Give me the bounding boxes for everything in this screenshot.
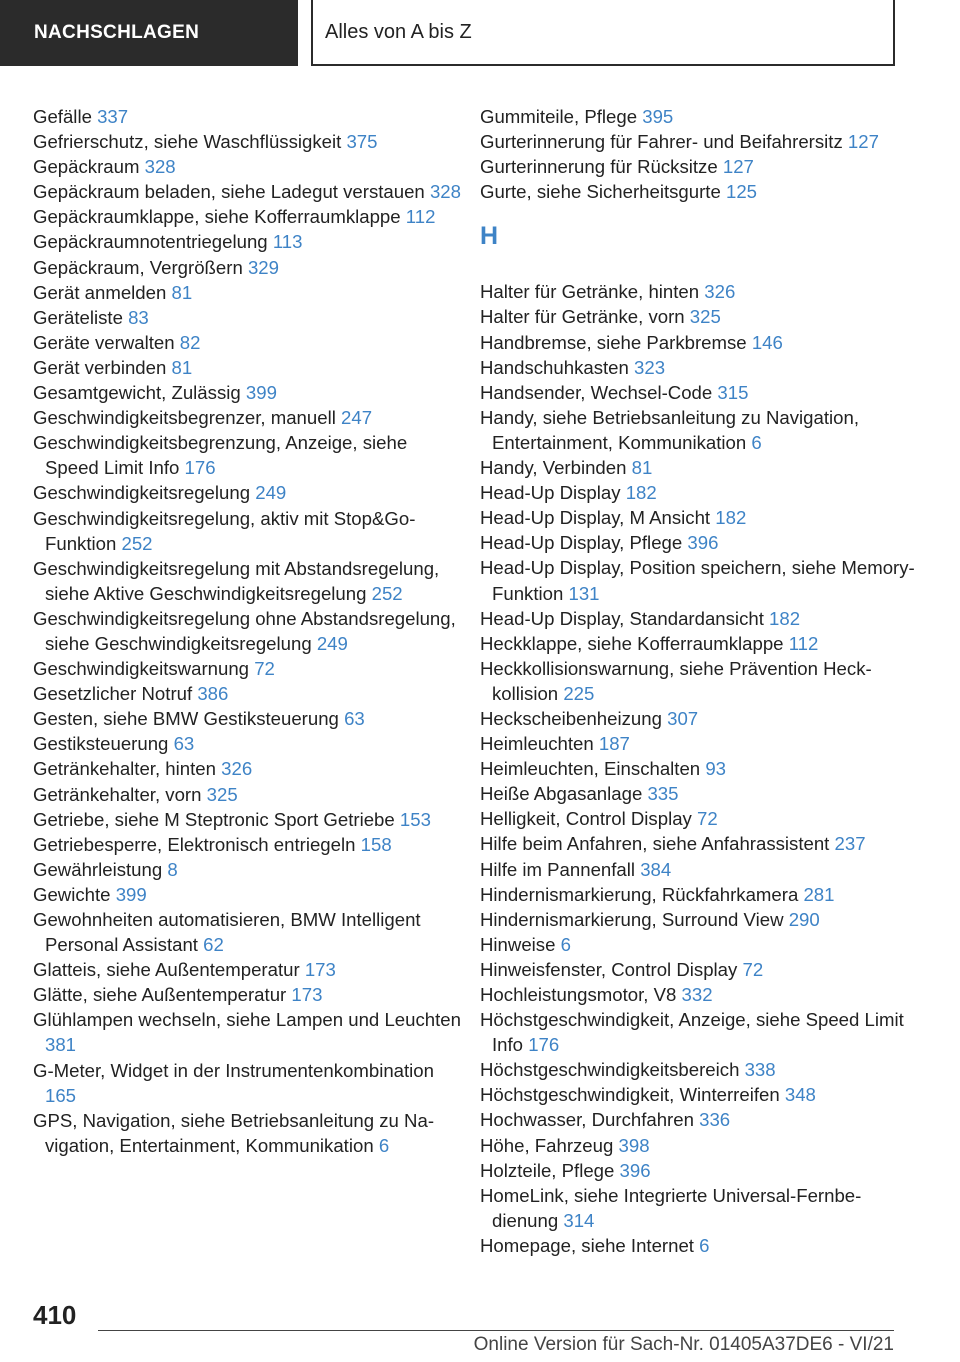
index-term: G-Meter, Widget in der Instrumentenkombination [33, 1059, 434, 1081]
page-reference-link[interactable]: 8 [167, 858, 178, 880]
index-term: Halter für Getränke, vorn [480, 306, 685, 328]
index-term: Head-Up Display, Position speichern, siehe Memory-Funktion [480, 557, 915, 604]
index-entry [480, 731, 920, 756]
index-entry [480, 104, 920, 129]
index-entry [33, 104, 463, 129]
page-reference-link[interactable]: 281 [803, 883, 835, 905]
index-entry [480, 505, 920, 530]
index-entry [480, 1158, 920, 1183]
page-reference-link[interactable]: 165 [45, 1084, 77, 1106]
page-reference-link[interactable]: 381 [45, 1034, 77, 1056]
index-term: Geschwindigkeitsregelung mit Abstandsregelung, siehe Aktive Geschwindigkeitsregelung [33, 557, 440, 604]
index-term: Gewohnheiten automatisieren, BMW Intelligent Personal Assistant [33, 909, 421, 956]
index-entry [33, 807, 463, 832]
index-column-right [480, 104, 920, 1258]
letter-heading-h: H [480, 222, 499, 251]
index-entry [33, 857, 463, 882]
index-term: Gepäckraum [33, 156, 140, 178]
page-reference-link[interactable]: 252 [371, 582, 403, 604]
index-term: Höchstgeschwindigkeit, Anzeige, siehe Speed Limit Info [480, 1009, 904, 1056]
page-reference-link[interactable]: 6 [751, 431, 762, 453]
index-entry [33, 229, 463, 254]
index-term: Handsender, Wechsel-Code [480, 381, 713, 403]
page-reference-link[interactable]: 328 [144, 156, 176, 178]
page-reference-link[interactable]: 146 [751, 331, 783, 353]
index-entry [480, 380, 920, 405]
page-reference-link[interactable]: 127 [847, 131, 879, 153]
index-term: Gurte, siehe Sicherheitsgurte [480, 181, 721, 203]
index-term: Heckklappe, siehe Kofferraumklappe [480, 632, 784, 654]
index-term: Heiße Abgasanlage [480, 783, 643, 805]
page-reference-link[interactable]: 225 [563, 682, 595, 704]
index-term: GPS, Navigation, siehe Betriebsanleitung zu Navigation, Entertainment, Kommunikation [33, 1109, 435, 1156]
page-reference-link[interactable]: 396 [619, 1159, 651, 1181]
index-term: Handbremse, siehe Parkbremse [480, 331, 747, 353]
index-entry [480, 957, 920, 982]
index-term: Heckscheibenheizung [480, 707, 662, 729]
index-term: Gerät verbinden [33, 356, 167, 378]
index-entry [33, 129, 463, 154]
index-term: Getriebe, siehe M Steptronic Sport Getriebe [33, 808, 395, 830]
index-entry [480, 1133, 920, 1158]
index-term: Gurterinnerung für Rücksitze [480, 156, 718, 178]
page-reference-link[interactable]: 113 [272, 231, 303, 253]
page-reference-link[interactable]: 314 [563, 1209, 595, 1231]
index-term: Geräteliste [33, 306, 123, 328]
index-entry [33, 330, 463, 355]
page-reference-link[interactable]: 307 [667, 707, 699, 729]
index-entry [480, 806, 920, 831]
index-entry [33, 656, 463, 681]
index-term: Hochleistungsmotor, V8 [480, 984, 677, 1005]
index-term: Handy, siehe Betriebsanleitung zu Navigation, Entertainment, Kommunikation [480, 406, 859, 453]
page-reference-link[interactable]: 182 [715, 507, 747, 529]
index-entry [33, 154, 463, 179]
index-entry [480, 982, 920, 1007]
page-reference-link[interactable]: 187 [598, 733, 630, 755]
page-reference-link[interactable]: 249 [316, 632, 348, 654]
index-term: Handschuhkasten [480, 356, 629, 378]
index-term: Hindernismarkierung, Surround View [480, 908, 784, 930]
index-term: Head-Up Display, Standardansicht [480, 607, 764, 629]
page-reference-link[interactable]: 63 [344, 708, 365, 730]
index-term: Holzteile, Pflege [480, 1159, 615, 1181]
page-reference-link[interactable]: 63 [173, 733, 195, 755]
page-reference-link[interactable]: 173 [291, 984, 323, 1006]
index-term: Hilfe beim Anfahren, siehe Anfahrassistent [480, 833, 830, 855]
page-reference-link[interactable]: 399 [115, 883, 147, 905]
index-term: Homepage, siehe Internet [480, 1234, 694, 1256]
index-term: Helligkeit, Control Display [480, 808, 692, 830]
index-term: Hilfe im Pannenfall [480, 858, 636, 880]
index-entry [33, 606, 463, 656]
index-term: Handy, Verbinden [480, 457, 627, 479]
index-entry [33, 280, 463, 305]
index-entry [33, 882, 463, 907]
index-term: Gepäckraumnotentriegelung [33, 231, 268, 253]
page-reference-link[interactable]: 81 [171, 356, 193, 378]
page-reference-link[interactable]: 176 [528, 1034, 560, 1056]
index-entry [33, 731, 463, 756]
index-entry [33, 430, 463, 480]
index-entry [33, 782, 463, 807]
page-reference-link[interactable]: 336 [699, 1109, 731, 1131]
index-entry [33, 1108, 463, 1158]
index-term: Gepäckraum, Vergrößern [33, 256, 243, 278]
page-reference-link[interactable]: 329 [247, 256, 279, 278]
index-entry [480, 831, 920, 856]
index-term: Geschwindigkeitsregelung ohne Abstandsregelung, siehe Geschwindigkeitsregelung [33, 607, 456, 654]
page-reference-link[interactable]: 326 [704, 281, 736, 303]
page-reference-link[interactable]: 249 [255, 482, 287, 504]
index-entry [480, 1007, 920, 1057]
index-column-left [33, 104, 463, 1158]
page-reference-link[interactable]: 325 [689, 306, 721, 328]
page-reference-link[interactable]: 72 [254, 658, 275, 680]
page-reference-link[interactable]: 338 [744, 1059, 776, 1081]
index-entry [480, 455, 920, 480]
index-entry [33, 380, 463, 405]
page-reference-link[interactable]: 6 [560, 933, 571, 955]
page-reference-link[interactable]: 337 [97, 106, 129, 127]
index-term: Geschwindigkeitsregelung [33, 482, 251, 504]
index-entry [33, 756, 463, 781]
section-label: NACHSCHLAGEN [34, 22, 200, 43]
page-reference-link[interactable]: 72 [742, 958, 764, 980]
index-entry [33, 255, 463, 280]
footer-version-text: Online Version für Sach-Nr. 01405A37DE6 - VI/21 [473, 1334, 894, 1355]
index-entry [480, 756, 920, 781]
index-term: Höhe, Fahrzeug [480, 1134, 614, 1156]
page-reference-link[interactable]: 62 [203, 934, 224, 956]
index-term: Heimleuchten [480, 733, 594, 755]
index-term: Gepäckraumklappe, siehe Kofferraumklappe [33, 206, 401, 228]
index-term: Gesten, siehe BMW Gestiksteuerung [33, 708, 339, 730]
index-term: Geschwindigkeitswarnung [33, 658, 250, 680]
index-entry [480, 179, 920, 204]
index-entry [33, 305, 463, 330]
index-term: Gepäckraum beladen, siehe Ladegut verstauen [33, 181, 425, 203]
page-reference-link[interactable]: 72 [697, 808, 718, 830]
page-reference-link[interactable]: 112 [788, 632, 819, 654]
index-entry [33, 204, 463, 229]
chapter-title-box [311, 0, 895, 66]
index-entry [480, 907, 920, 932]
index-entry [33, 1007, 463, 1057]
index-term: Glühlampen wechseln, siehe Lampen und Leuchten [33, 1009, 461, 1031]
index-term: Gewichte [33, 883, 111, 905]
page-reference-link[interactable]: 176 [184, 457, 216, 479]
index-term: Halter für Getränke, hinten [480, 281, 700, 303]
page-reference-link[interactable]: 6 [378, 1134, 390, 1156]
index-term: Gummiteile, Pflege [480, 106, 638, 127]
index-term: Hinweisfenster, Control Display [480, 958, 738, 980]
page-reference-link[interactable]: 182 [625, 482, 657, 504]
index-term: Gesetzlicher Notruf [33, 683, 193, 705]
index-entry [480, 530, 920, 555]
index-group-g-continued [480, 104, 920, 204]
section-tab [0, 0, 298, 66]
page-reference-link[interactable]: 328 [429, 181, 461, 203]
page-reference-link[interactable]: 290 [788, 908, 820, 930]
index-term: Heimleuchten, Einschalten [480, 758, 701, 780]
index-term: Geräte verwalten [33, 331, 175, 353]
index-term: Glätte, siehe Außentemperatur [33, 984, 287, 1006]
index-term: Geschwindigkeitsbegrenzung, Anzeige, siehe Speed Limit Info [33, 432, 408, 479]
index-entry [33, 832, 463, 857]
index-entry [480, 304, 920, 329]
page-reference-link[interactable]: 384 [640, 858, 672, 880]
index-entry [480, 1057, 920, 1082]
page-reference-link[interactable]: 315 [717, 381, 749, 403]
page-reference-link[interactable]: 326 [221, 758, 253, 780]
index-term: Gerät anmelden [33, 281, 167, 303]
page-reference-link[interactable]: 375 [346, 131, 378, 153]
index-entry [480, 882, 920, 907]
index-entry [480, 129, 920, 154]
index-entry [480, 1107, 920, 1132]
index-entry [33, 1058, 463, 1108]
index-entry [480, 781, 920, 806]
index-entry [480, 480, 920, 505]
index-term: Höchstgeschwindigkeitsbereich [480, 1059, 740, 1081]
page-reference-link[interactable]: 386 [197, 683, 229, 705]
index-entry [33, 179, 463, 204]
index-entry [480, 857, 920, 882]
page-reference-link[interactable]: 252 [121, 532, 153, 554]
index-term: Gesamtgewicht, Zulässig [33, 382, 241, 404]
page-reference-link[interactable]: 6 [699, 1234, 710, 1256]
page-reference-link[interactable]: 182 [769, 607, 801, 629]
index-entry [33, 907, 463, 957]
page-number: 410 [33, 1300, 77, 1330]
chapter-title: Alles von A bis Z [325, 20, 472, 43]
index-term: Gefälle [33, 106, 92, 127]
page-header [0, 0, 960, 66]
index-entry [480, 1082, 920, 1107]
index-term: Höchstgeschwindigkeit, Winterreifen [480, 1084, 780, 1106]
footer-divider [98, 1330, 894, 1331]
page-reference-link[interactable]: 325 [206, 783, 238, 805]
page-reference-link[interactable]: 153 [399, 808, 431, 830]
index-entry [33, 405, 463, 430]
index-term: HomeLink, siehe Integrierte Universal-Fernbedienung [480, 1184, 862, 1231]
index-term: Head-Up Display, M Ansicht [480, 507, 711, 529]
page-reference-link[interactable]: 93 [705, 758, 727, 780]
index-entry [33, 681, 463, 706]
index-entry [480, 606, 920, 631]
index-group-h [480, 279, 920, 1258]
index-entry [480, 932, 920, 957]
index-term: Head-Up Display, Pflege [480, 532, 683, 554]
index-entry [480, 555, 920, 605]
page-reference-link[interactable]: 125 [725, 181, 758, 203]
page-reference-link[interactable]: 332 [681, 984, 713, 1005]
index-entry [480, 656, 920, 706]
index-term: Getränkehalter, vorn [33, 783, 202, 805]
page-reference-link[interactable]: 395 [642, 106, 674, 127]
page-reference-link[interactable]: 81 [171, 281, 193, 303]
index-term: Hochwasser, Durchfahren [480, 1109, 694, 1131]
index-entry [33, 556, 463, 606]
page-reference-link[interactable]: 348 [784, 1084, 816, 1106]
index-entry [480, 355, 920, 380]
index-term: Getriebesperre, Elektronisch entriegeln [33, 833, 356, 855]
page-reference-link[interactable]: 247 [341, 407, 373, 429]
page-reference-link[interactable]: 82 [179, 331, 201, 353]
index-term: Gurterinnerung für Fahrer- und Beifahrersitz [480, 131, 843, 153]
index-entry [33, 480, 463, 505]
index-term: Gestiksteuerung [33, 733, 169, 755]
index-term: Getränkehalter, hinten [33, 758, 216, 780]
index-entry [33, 982, 463, 1007]
index-entry [480, 1233, 920, 1258]
page-reference-link[interactable]: 335 [647, 783, 679, 805]
index-term: Gefrierschutz, siehe Waschflüssigkeit [33, 131, 342, 153]
page-reference-link[interactable]: 83 [128, 306, 149, 328]
page-reference-link[interactable]: 399 [245, 382, 277, 404]
page-reference-link[interactable]: 81 [631, 457, 653, 479]
index-entry [480, 1183, 920, 1233]
index-entry [480, 706, 920, 731]
index-entry [33, 706, 463, 731]
page-reference-link[interactable]: 237 [834, 833, 866, 855]
page-reference-link[interactable]: 112 [405, 206, 436, 228]
page-reference-link[interactable]: 158 [360, 833, 392, 855]
index-term: Heckkollisionswarnung, siehe Prävention Heckkollision [480, 657, 872, 704]
page-reference-link[interactable]: 323 [634, 356, 666, 378]
index-entry [33, 506, 463, 556]
index-term: Glatteis, siehe Außentemperatur [33, 959, 300, 981]
page-reference-link[interactable]: 131 [568, 582, 600, 604]
page-reference-link[interactable]: 127 [722, 156, 754, 178]
index-entry [480, 330, 920, 355]
page-reference-link[interactable]: 173 [304, 959, 336, 981]
index-term: Geschwindigkeitsbegrenzer, manuell [33, 407, 336, 429]
index-entry [480, 154, 920, 179]
index-entry [480, 279, 920, 304]
index-term: Head-Up Display [480, 482, 621, 504]
index-term: Hinweise [480, 933, 556, 955]
index-entry [480, 405, 920, 455]
index-entry [33, 957, 463, 982]
index-term: Hindernismarkierung, Rückfahrkamera [480, 883, 799, 905]
index-term: Geschwindigkeitsregelung, aktiv mit Stop&Go-Funktion [33, 507, 416, 554]
page-reference-link[interactable]: 398 [618, 1134, 650, 1156]
index-entry [480, 631, 920, 656]
index-entry [33, 355, 463, 380]
index-term: Gewährleistung [33, 858, 163, 880]
page-reference-link[interactable]: 396 [687, 532, 719, 554]
